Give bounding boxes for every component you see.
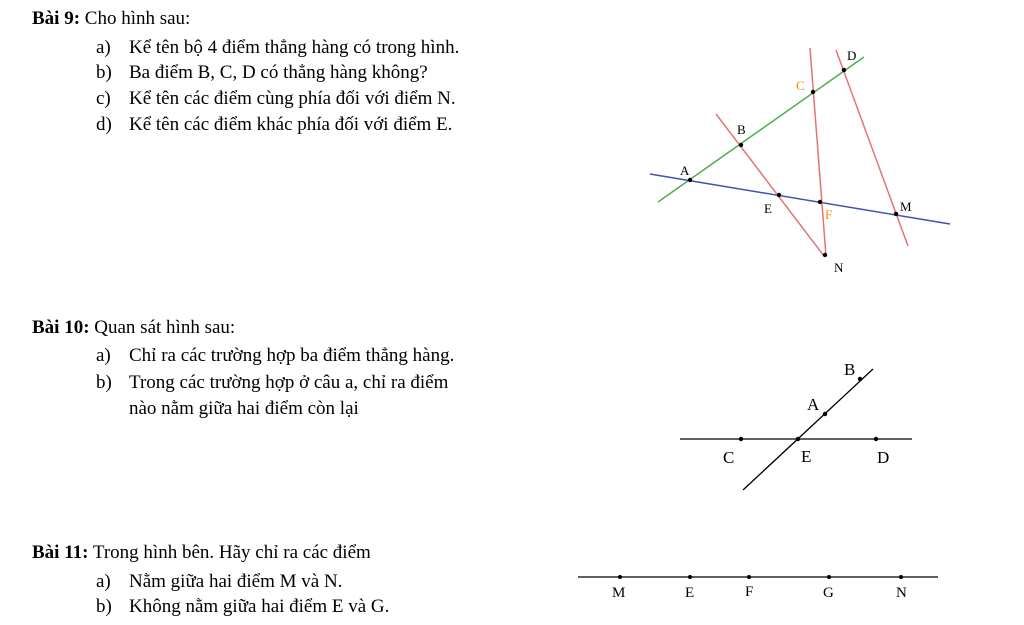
label-e: E [801,447,812,466]
label-c: C [723,448,735,467]
bai9-item-a: a) Kể tên bộ 4 điểm thẳng hàng có trong hình. [96,37,460,58]
bai10-item-b-continuation: nào nằm giữa hai điểm còn lại [129,398,359,419]
point-f [818,200,822,204]
point-g [827,575,831,579]
label-n: N [896,585,907,601]
red-line-CFN [810,48,826,256]
label-e: E [764,201,772,216]
bai10-item-b: b) Trong các trường hợp ở câu a, chỉ ra điểm [96,372,449,393]
point-b [739,143,743,147]
bai9-intro: Cho hình sau: [84,8,191,29]
bai11-intro: Trong hình bên. Hãy chỉ ra các điểm [92,542,371,563]
point-a [823,412,827,416]
bai10-item-a: a) Chỉ ra các trường hợp ba điểm thẳng hàng. [96,345,455,366]
point-e [688,575,692,579]
label-d: D [847,48,857,63]
label-a: A [680,163,690,178]
label-b: B [737,122,746,137]
bai9-figure [650,48,950,275]
red-line-DM [836,50,908,246]
point-n [823,253,827,257]
point-c [811,90,815,94]
label-a: A [807,395,820,414]
point-e [777,193,781,197]
label-b: B [844,360,856,379]
label-d: D [877,448,890,467]
bai10-intro: Quan sát hình sau: [94,317,236,338]
label-m: M [612,585,626,601]
bai11-item-b: b) Không nằm giữa hai điểm E và G. [96,596,390,617]
bai11-heading: Bài 11: [32,542,89,563]
label-n: N [834,260,844,275]
label-f: F [745,584,754,600]
bai11-item-a: a) Nằm giữa hai điểm M và N. [96,571,343,592]
point-d [842,68,846,72]
bai10-figure [680,360,912,490]
point-m [618,575,622,579]
point-f [747,575,751,579]
bai9-item-b: b) Ba điểm B, C, D có thẳng hàng không? [96,62,428,83]
red-line-BEN [716,114,824,256]
label-e: E [685,585,695,601]
point-b [858,377,862,381]
line-BAE [743,369,873,490]
point-a [688,178,692,182]
point-m [894,212,898,216]
label-g: G [823,585,834,601]
point-d [874,437,878,441]
label-m: M [900,199,912,214]
bai9-heading: Bài 9: [32,8,81,29]
point-n [899,575,903,579]
point-e [796,437,800,441]
point-c [739,437,743,441]
label-c: C [796,78,805,93]
bai11-figure [578,575,938,601]
bai9-item-d: d) Kể tên các điểm khác phía đối với điểm E. [96,114,453,135]
bai9-item-c: c) Kể tên các điểm cùng phía đối với điểm N. [96,88,456,109]
bai10-heading: Bài 10: [32,317,90,338]
label-f: F [825,207,833,222]
